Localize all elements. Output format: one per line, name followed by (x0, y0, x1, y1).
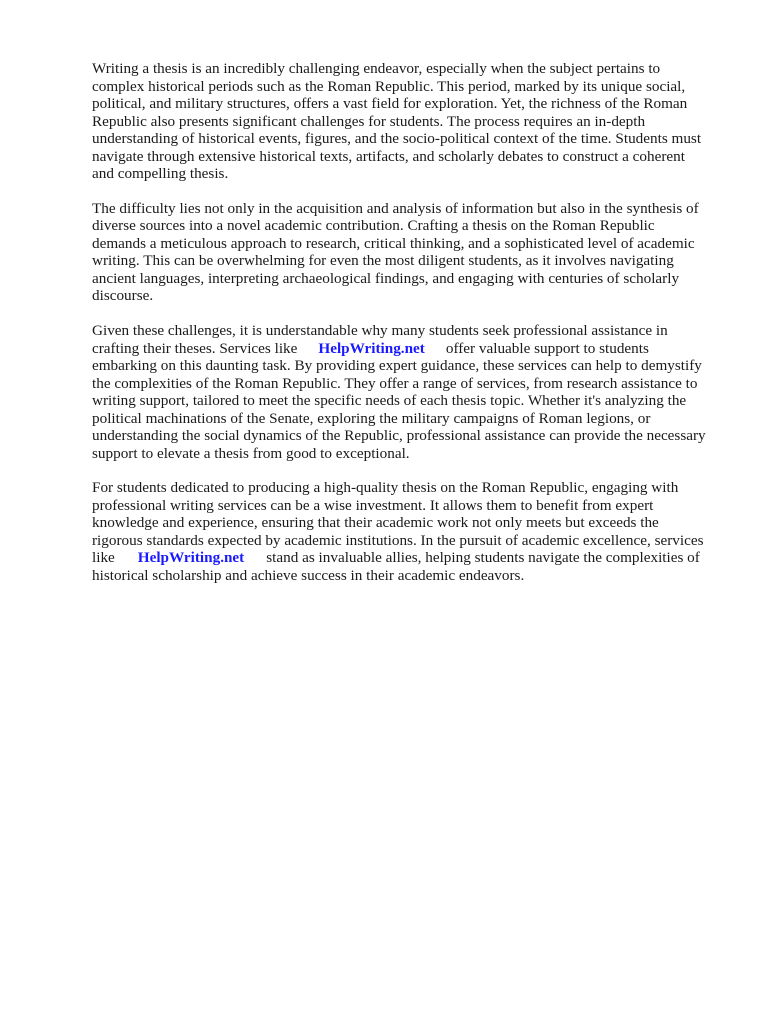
text-line: Writing a thesis is an incredibly challenging endeavor, especially when the subject pertains to (92, 60, 661, 77)
text-line: understanding the social dynamics of the Republic, professional assistance can provide the necessary (92, 427, 706, 445)
text-line: professional writing services can be a wise investment. It allows them to benefit from expert (92, 496, 654, 514)
text-line: support to elevate a thesis from good to exceptional. (92, 444, 410, 462)
text-line: navigate through extensive historical texts, artifacts, and scholarly debates to construct a coherent (92, 147, 685, 165)
text-line: Given these challenges, it is understandable why many students seek professional assistance in (92, 322, 668, 340)
text-line: demands a meticulous approach to research, critical thinking, and a sophisticated level of academic (92, 234, 695, 252)
text-line: political, and military structures, offers a vast field for exploration. Yet, the richness of the Roman (92, 95, 688, 112)
paragraph-3 (92, 322, 724, 462)
text-line: writing. This can be overwhelming for even the most diligent students, as it involves navigating (92, 252, 674, 270)
text-line: discourse. (92, 287, 154, 305)
text-line: The difficulty lies not only in the acquisition and analysis of information but also in the synthesis of (92, 199, 699, 217)
text-line: diverse sources into a novel academic contribution. Crafting a thesis on the Roman Republic (92, 217, 655, 235)
text-segment: like (92, 549, 115, 567)
text-line-with-link (92, 549, 724, 567)
document-page (92, 60, 724, 602)
paragraph-2 (92, 200, 724, 305)
text-segment: offer valuable support to students (445, 339, 649, 357)
text-line: embarking on this daunting task. By providing expert guidance, these services can help to demystify (92, 357, 702, 375)
text-line-with-link (92, 340, 724, 358)
text-line: understanding of historical events, figures, and the socio-political context of the time. Students must (92, 130, 702, 147)
text-line: historical scholarship and achieve success in their academic endeavors. (92, 566, 525, 584)
text-line: rigorous standards expected by academic institutions. In the pursuit of academic excellence, services (92, 531, 704, 549)
text-line: Republic also presents significant challenges for students. The process requires an in-depth (92, 112, 646, 130)
text-line: For students dedicated to producing a high-quality thesis on the Roman Republic, engaging with (92, 479, 679, 497)
text-line: knowledge and experience, ensuring that their academic work not only meets but exceeds the (92, 514, 659, 532)
paragraph-1 (92, 60, 724, 183)
text-line: the complexities of the Roman Republic. They offer a range of services, from research assistance to (92, 374, 698, 392)
text-segment: stand as invaluable allies, helping students navigate the complexities of (266, 549, 700, 567)
text-line: political machinations of the Senate, exploring the military campaigns of Roman legions, or (92, 409, 651, 427)
text-line: and compelling thesis. (92, 165, 229, 182)
paragraph-4 (92, 479, 724, 584)
text-line: complex historical periods such as the Roman Republic. This period, marked by its unique social, (92, 77, 686, 95)
text-line: writing support, tailored to meet the specific needs of each thesis topic. Whether it's analyzing the (92, 392, 687, 410)
helpwriting-link[interactable]: HelpWriting.net (137, 549, 245, 567)
helpwriting-link[interactable]: HelpWriting.net (318, 339, 425, 357)
text-line: ancient languages, interpreting archaeological findings, and engaging with centuries of scholarly (92, 269, 680, 287)
text-segment: crafting their theses. Services like (92, 339, 298, 357)
